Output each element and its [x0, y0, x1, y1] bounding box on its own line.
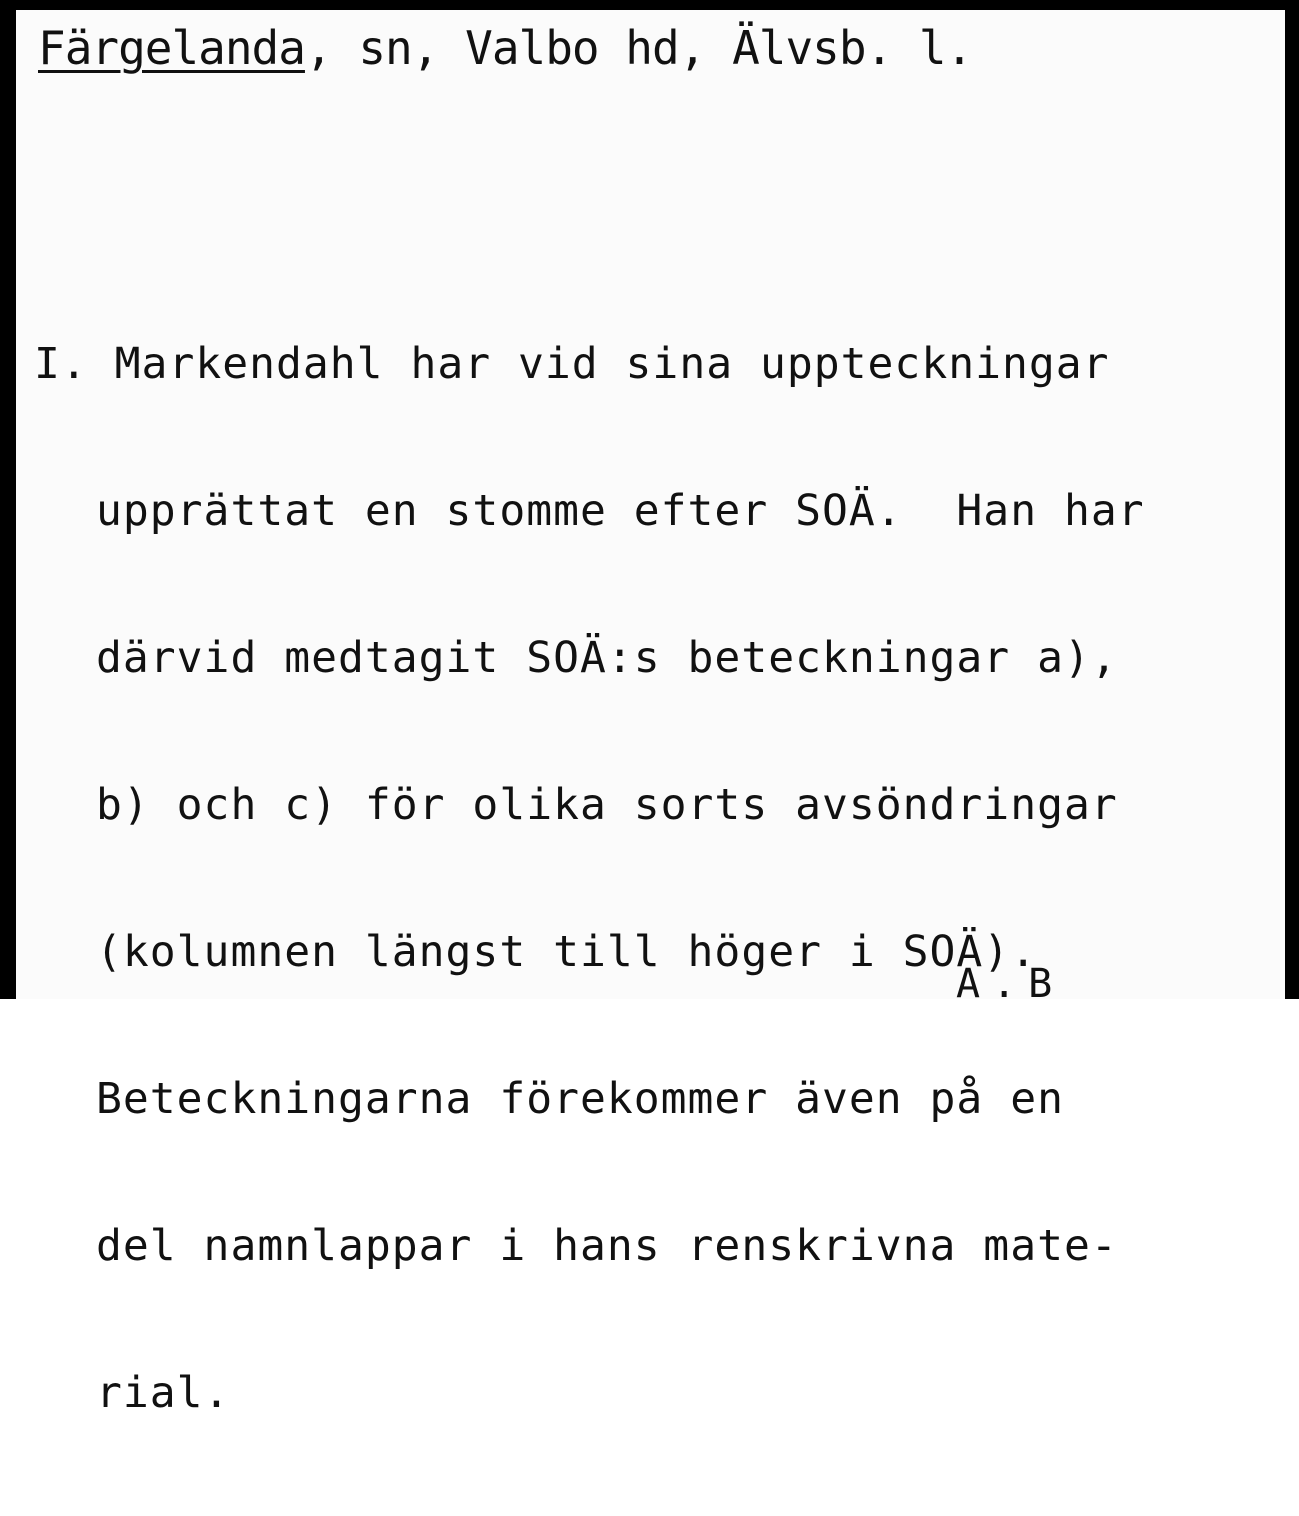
paragraph-line-text: b) och c) för olika sorts avsöndringar [96, 780, 1118, 830]
paragraph-line-text: upprättat en stomme efter SOÄ. Han har [96, 486, 1145, 536]
paragraph-line [34, 781, 1145, 830]
paragraph-line [34, 634, 1145, 683]
card-heading [38, 22, 972, 74]
heading-location-details: , sn, Valbo hd, Älvsb. l. [304, 21, 973, 75]
paragraph-line-text: Markendahl har vid sina uppteckningar [114, 339, 1110, 389]
paragraph-line-text: (kolumnen längst till höger i SOÄ). [96, 927, 1038, 977]
card-paragraph [34, 242, 1145, 1516]
paragraph-line [34, 1222, 1145, 1271]
heading-place-name: Färgelanda [38, 21, 305, 75]
paragraph-line-text: rial. [96, 1368, 231, 1418]
paragraph-line [34, 340, 1145, 389]
scan-border-left [0, 0, 16, 999]
scan-border-right [1285, 0, 1299, 999]
paragraph-line [34, 1075, 1145, 1124]
paragraph-line-text: Beteckningarna förekommer även på en [96, 1074, 1064, 1124]
paragraph-line-text: därvid medtagit SOÄ:s beteckningar a), [96, 633, 1118, 683]
scan-border-top [0, 0, 1299, 10]
paragraph-line-text: del namnlappar i hans renskrivna mate- [96, 1221, 1118, 1271]
paragraph-line [34, 487, 1145, 536]
paragraph-line [34, 1369, 1145, 1418]
paragraph-marker: I. [34, 339, 88, 389]
signature-initials: A.B [956, 961, 1065, 1007]
